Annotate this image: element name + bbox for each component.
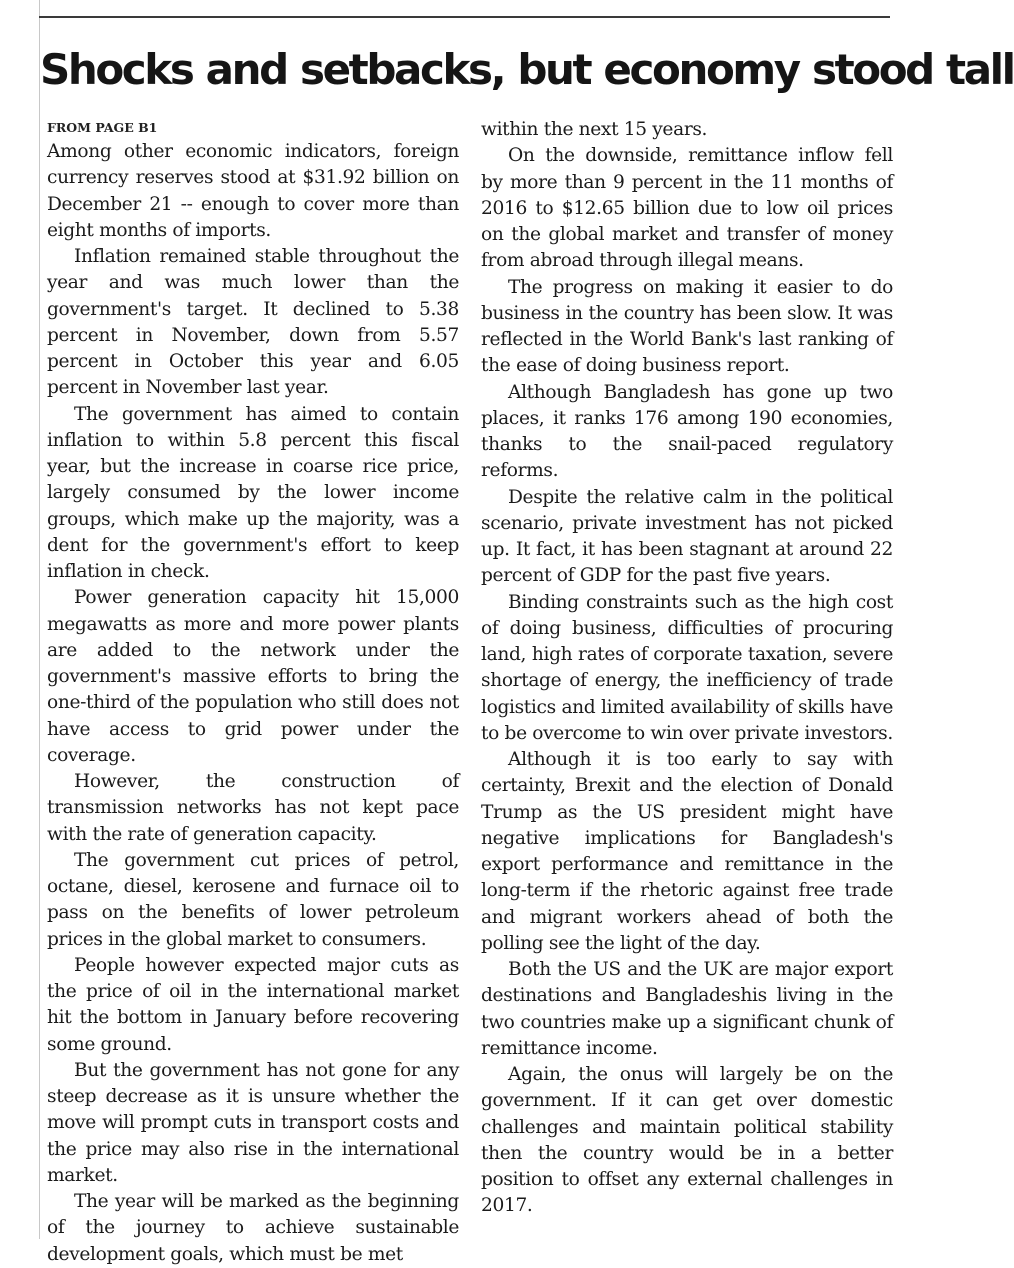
article-column-right <box>481 117 893 1220</box>
paragraph: But the government has not gone for any steep decrease as it is unsure whether the move will prompt cuts in transport costs and the price may also rise in the international market. <box>47 1059 459 1186</box>
paragraph: People however expected major cuts as the price of oil in the international market hit the bottom in January before recovering some ground. <box>47 954 459 1055</box>
paragraph: Binding constraints such as the high cost of doing business, difficulties of procuring land, high rates of corporate taxation, severe shortage of energy, the inefficiency of trade logistics and limited availability of skills have to be overcome to win over private investors. <box>481 591 893 744</box>
jump-line: FROM PAGE B1 <box>47 120 158 135</box>
paragraph: within the next 15 years. <box>481 119 708 140</box>
paragraph: However, the construction of transmission networks has not kept pace with the rate of generation capacity. <box>47 771 459 845</box>
paragraph: Among other economic indicators, foreign currency reserves stood at $31.92 billion on December 21 -- enough to cover more than eight months of imports. <box>47 141 459 241</box>
paragraph: On the downside, remittance inflow fell by more than 9 percent in the 11 months of 2016 to $12.65 billion due to low oil prices on the global market and transfer of money from abroad through illegal means. <box>481 145 893 272</box>
paragraph: Although Bangladesh has gone up two places, it ranks 176 among 190 economies, thanks to the snail-paced regulatory reforms. <box>481 381 893 482</box>
paragraph: The year will be marked as the beginning of the journey to achieve sustainable development goals, which must be met <box>47 1191 459 1265</box>
article-headline: Shocks and setbacks, but economy stood tall <box>40 45 1014 94</box>
paragraph: The government has aimed to contain inflation to within 5.8 percent this fiscal year, but the increase in coarse rice price, largely consumed by the lower income groups, which make up the majority, was a dent for the government's effort to keep inflation in check. <box>47 403 459 582</box>
paragraph: Although it is too early to say with certainty, Brexit and the election of Donald Trump as the US president might have negative implications for Bangladesh's export performance and remittance in the long-term if the rhetoric against free trade and migrant workers ahead of both the polling see the light of the day. <box>481 749 893 954</box>
column-divider-rule <box>39 0 40 1239</box>
top-rule <box>39 16 890 18</box>
paragraph: Power generation capacity hit 15,000 megawatts as more and more power plants are added to the network under the government's massive efforts to bring the one-third of the population who still does not have access to grid power under the coverage. <box>47 587 459 766</box>
paragraph: Despite the relative calm in the political scenario, private investment has not picked up. It fact, it has been stagnant at around 22 percent of GDP for the past five years. <box>481 486 893 587</box>
paragraph: Again, the onus will largely be on the government. If it can get over domestic challenges and maintain political stability then the country would be in a better position to offset any external challenges in 2017. <box>481 1064 893 1217</box>
article-column-left <box>47 117 459 1268</box>
paragraph: The government cut prices of petrol, octane, diesel, kerosene and furnace oil to pass on the benefits of lower petroleum prices in the global market to consumers. <box>47 849 459 950</box>
paragraph: The progress on making it easier to do business in the country has been slow. It was reflected in the World Bank's last ranking of the ease of doing business report. <box>481 276 893 377</box>
paragraph: Both the US and the UK are major export destinations and Bangladeshis living in the two countries make up a significant chunk of remittance income. <box>481 959 893 1059</box>
paragraph: Inflation remained stable throughout the year and was much lower than the government's target. It declined to 5.38 percent in November, down from 5.57 percent in October this year and 6.05 percent in November last year. <box>47 246 459 399</box>
